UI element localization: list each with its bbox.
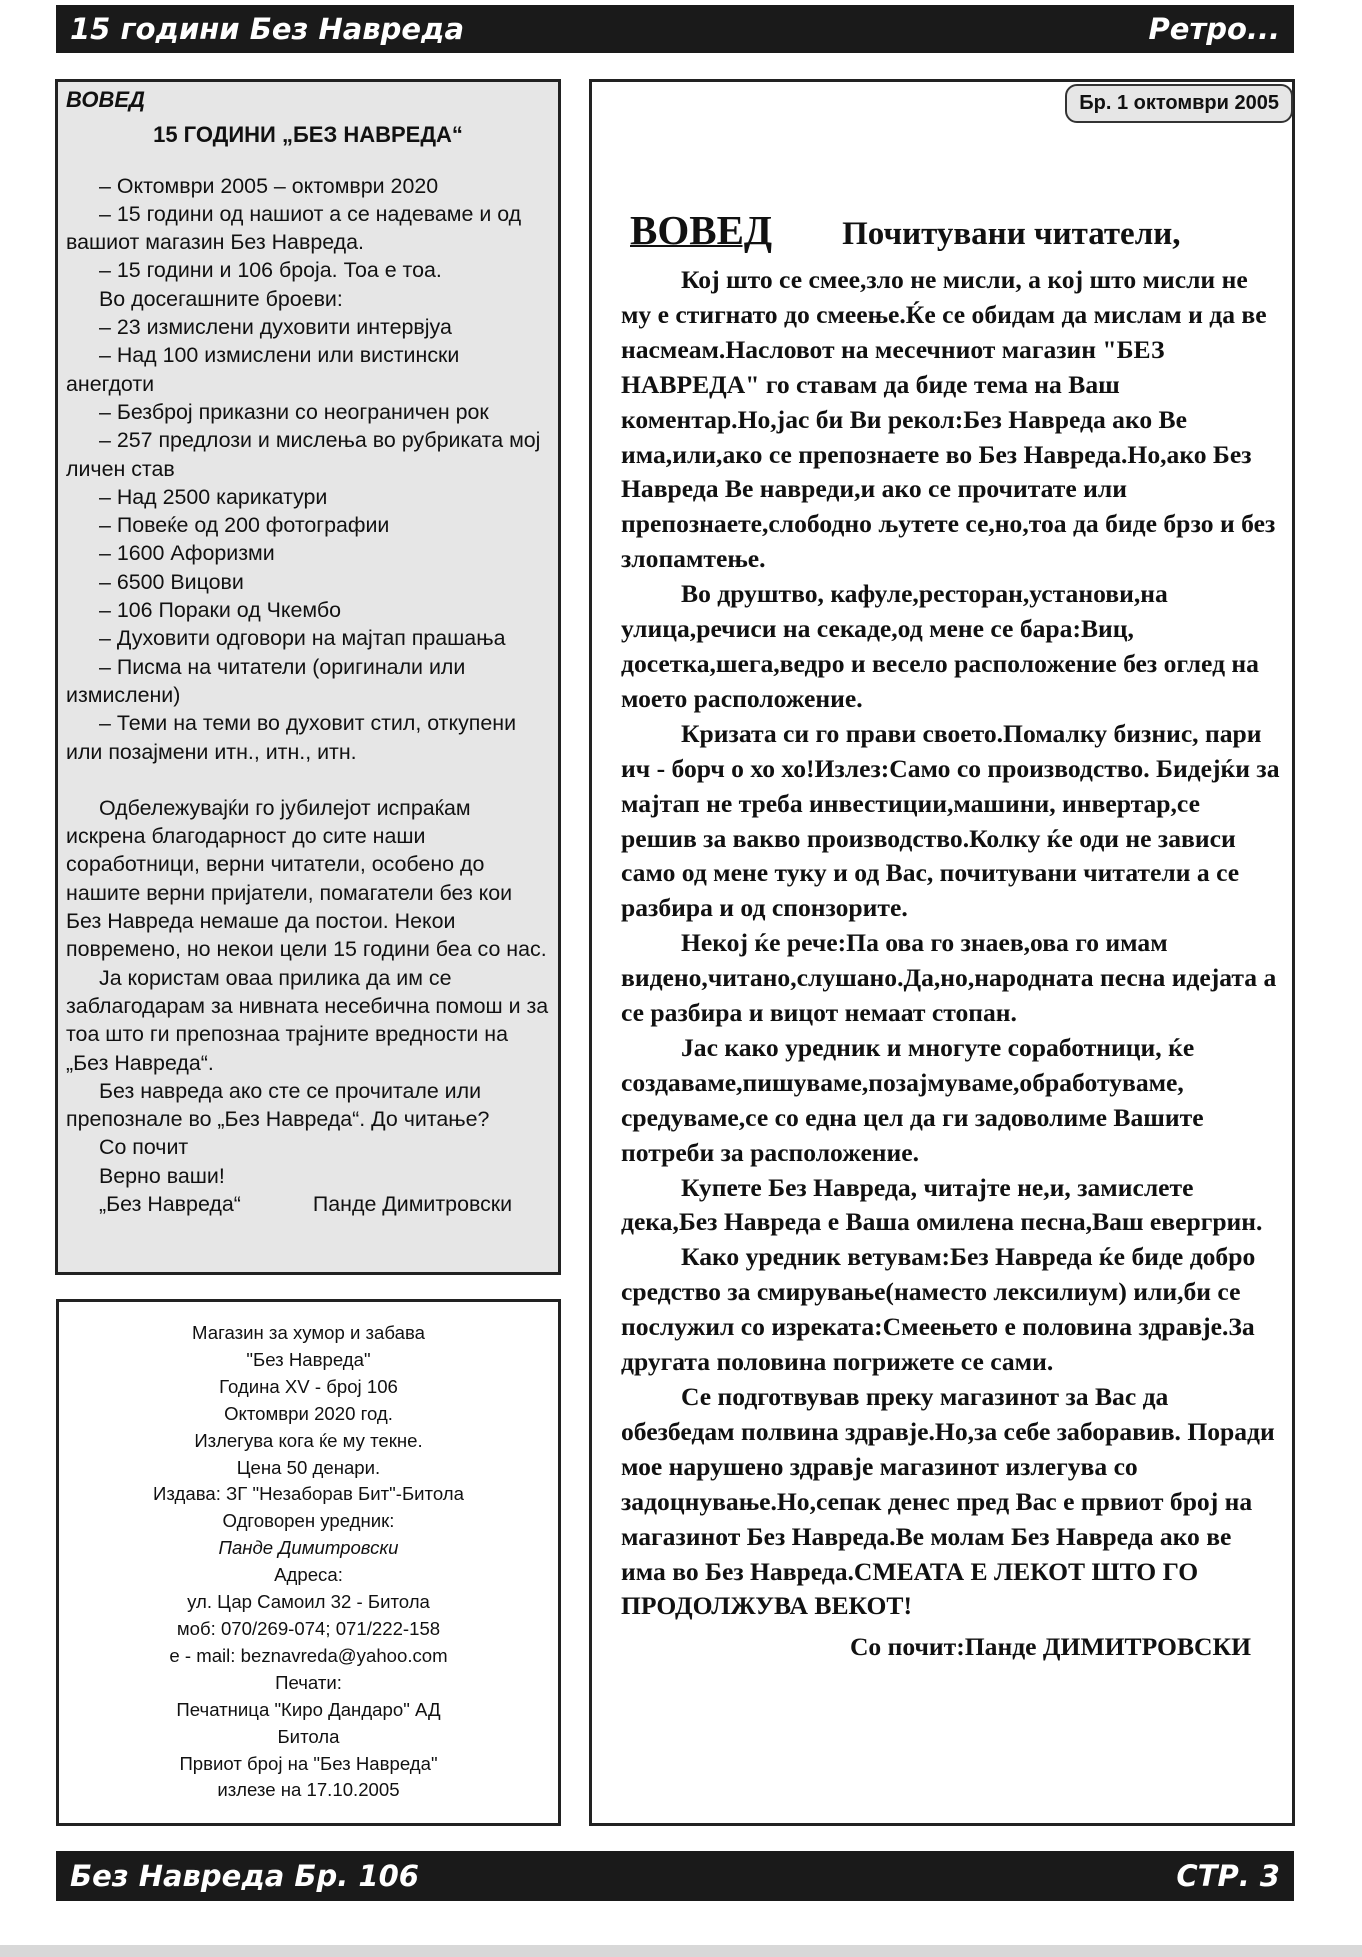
- issue-badge: Бр. 1 октомври 2005: [1065, 84, 1293, 123]
- article-greeting: Почитувани читатели,: [842, 216, 1181, 252]
- imprint-line: Издава: ЗГ "Незаборав Бит"-Битола: [153, 1483, 464, 1505]
- imprint-line: "Без Навреда": [246, 1348, 371, 1370]
- article-paragraph: Во друштво, кафуле,ресторан,установи,на улица,речиси на секаде,од мене се бара:Виц, досетка,шега,ведро и весело расположение без оглед на моето расположение.: [621, 579, 1259, 713]
- intro-line: – 15 години од нашиот а се надеваме и од вашиот магазин Без Навреда.: [66, 201, 522, 255]
- intro-box: [55, 79, 561, 1275]
- imprint-line: Печатница "Киро Дандаро" АД: [176, 1698, 441, 1720]
- imprint-line: Година XV - број 106: [219, 1375, 398, 1397]
- intro-closing: Верно ваши!: [99, 1163, 225, 1188]
- page-footer-bar: [56, 1851, 1294, 1901]
- imprint-line: Печати:: [275, 1671, 342, 1693]
- intro-signature: [66, 1190, 550, 1218]
- intro-line: – Теми на теми во духовит стил, откупени или позајмени итн., итн., итн.: [66, 711, 517, 764]
- imprint-line: Излегува кога ќе му текне.: [194, 1429, 423, 1451]
- imprint-line: Одговорен уредник:: [222, 1510, 395, 1532]
- intro-line: – Духовити одговори на мајтап прашања: [99, 626, 506, 651]
- imprint-line: Адреса:: [274, 1564, 343, 1586]
- imprint-line: ул. Цар Самоил 32 - Битола: [187, 1591, 430, 1613]
- intro-line: – 6500 Вицови: [99, 569, 244, 594]
- intro-line: – 257 предлози и мислења во рубриката мој личен став: [66, 428, 541, 481]
- imprint-line: Првиот број на "Без Навреда": [179, 1752, 438, 1774]
- intro-line: Во досегашните броеви:: [99, 286, 343, 311]
- article-paragraph: Јас како уредник и многуте соработници, ќе создаваме,пишуваме,позајмуваме,обработуваме, средуваме,се со една цел да ги задоволиме Вашите потреби за расположение.: [621, 1032, 1204, 1167]
- intro-line: – 15 години и 106 броја. Тоа е тоа.: [99, 258, 442, 283]
- intro-title: 15 ГОДИНИ „БЕЗ НАВРЕДА“: [153, 122, 463, 148]
- intro-line: – 1600 Афоризми: [99, 541, 275, 566]
- intro-line: – Повеќе од 200 фотографии: [99, 513, 390, 538]
- footer-issue: Без Навреда Бр. 106: [70, 1859, 419, 1893]
- imprint-line: Цена 50 денари.: [236, 1456, 381, 1478]
- article-paragraph: Кризата си го прави своето.Помалку бизнис, пари ич - борч о хо хо!Излез:Само со производство. Бидејќи за мајтап не треба инвестиции,машини, инвертар,се решив за вакво производство.Колку ќе оди не зависи само од мене туку и од Вас, почитувани читатели а се разбира и од спонзорите.: [621, 718, 1280, 923]
- imprint-editor: Панде Димитровски: [218, 1537, 399, 1559]
- signature-magazine: „Без Навреда“: [99, 1191, 241, 1216]
- article-header: [630, 206, 1180, 254]
- imprint-line: Битола: [277, 1725, 340, 1747]
- signature-author: Панде Димитровски: [312, 1191, 513, 1216]
- imprint-line: моб: 070/269-074; 071/222-158: [176, 1617, 441, 1639]
- article-paragraph: Како уредник ветувам:Без Навреда ќе биде добро средство за смирување(наместо лексилиум) или,би се послужил со изреката:Смеењето е половина здравје.За другата половина погрижете се сами.: [621, 1242, 1256, 1377]
- imprint-line: Октомври 2020 год.: [224, 1402, 393, 1424]
- intro-paragraph: Ја користам оваа прилика да им се заблагодарам за нивната несебична помош и за тоа што ги препознаа трајните вредности на „Без Навреда“.: [66, 965, 549, 1075]
- article-closing: Со почит:Панде ДИМИТРОВСКИ: [849, 1632, 1251, 1662]
- intro-paragraph: Без навреда ако сте се прочитале или препознале во „Без Навреда“. До читање?: [66, 1078, 490, 1132]
- imprint-line: Магазин за хумор и забава: [192, 1322, 425, 1343]
- page-header-bar: [56, 5, 1294, 53]
- article-heading: ВОВЕД: [630, 207, 773, 253]
- article-paragraph: Купете Без Навреда, читајте не,и, замислете дека,Без Навреда е Ваша омилена песна,Ваш евергрин.: [621, 1172, 1263, 1237]
- article-paragraph: Кој што се смее,зло не мисли, а кој што мисли не му е стигнато до смеење.Ќе се обидам да мислам и да ве насмеам.Насловот на месечниот магазин "БЕЗ НАВРЕДА" го ставам да биде тема на Ваш коментар.Но,јас би Ви рекол:Без Навреда ако Ве има,или,ако се препознаете во Без Навреда.Но,ако Без Навреда Ве навреди,и ако се прочитате или препознаете,слободно љутете се,но,тоа да биде брзо и без злопамтење.: [621, 265, 1276, 574]
- intro-paragraph: Одбележувајќи го јубилејот испраќам искрена благодарност до сите наши соработници, верни читатели, особено до нашите верни пријатели, помагатели без кои Без Навреда немаше да постои. Некои повремено, но некои цели 15 години беа со нас.: [66, 795, 547, 962]
- page-bottom-divider: [0, 1945, 1362, 1957]
- intro-heading: ВОВЕД: [66, 87, 145, 112]
- intro-line: – 23 измислени духовити интервјуа: [99, 315, 452, 340]
- imprint-line: излезе на 17.10.2005: [217, 1779, 400, 1801]
- article-paragraph: Се подготвував преку магазинот за Вас да обезбедам полвина здравје.Но,за себе заборавив. Поради мое нарушено здравје магазинот излегува со задоцнување.Но,сепак денес пред Вас е првиот број на магазинот Без Навреда.Ве молам Без Навреда ако ве има во Без Навреда.СМЕАТА Е ЛЕКОТ ШТО ГО ПРОДОЛЖУВА ВЕКОТ!: [621, 1382, 1275, 1621]
- imprint-line: e - mail: beznavreda@yahoo.com: [169, 1644, 448, 1666]
- imprint-box: [56, 1299, 561, 1826]
- intro-line: – Безброј приказни со неограничен рок: [99, 399, 489, 424]
- intro-line: – Над 2500 карикатури: [99, 484, 328, 509]
- intro-line: – Писма на читатели (оригинали или измислени): [66, 654, 466, 707]
- reprint-article-box: [589, 79, 1295, 1826]
- header-title: 15 години Без Навреда: [70, 12, 465, 46]
- article-paragraph: Некој ќе рече:Па ова го знаев,ова го имам видено,читано,слушано.Да,но,народната песна идејата а се разбира и вицот немаат стопан.: [621, 928, 1277, 1028]
- intro-line: – 106 Пораки од Чкембо: [99, 598, 342, 623]
- intro-line: – Октомври 2005 – октомври 2020: [99, 173, 439, 198]
- footer-page-number: СТР. 3: [1176, 1859, 1280, 1893]
- intro-line: – Над 100 измислени или вистински анегдоти: [66, 343, 460, 396]
- header-section: Ретро...: [1148, 12, 1280, 46]
- article-body: [621, 263, 1281, 1665]
- intro-closing: Со почит: [99, 1135, 189, 1160]
